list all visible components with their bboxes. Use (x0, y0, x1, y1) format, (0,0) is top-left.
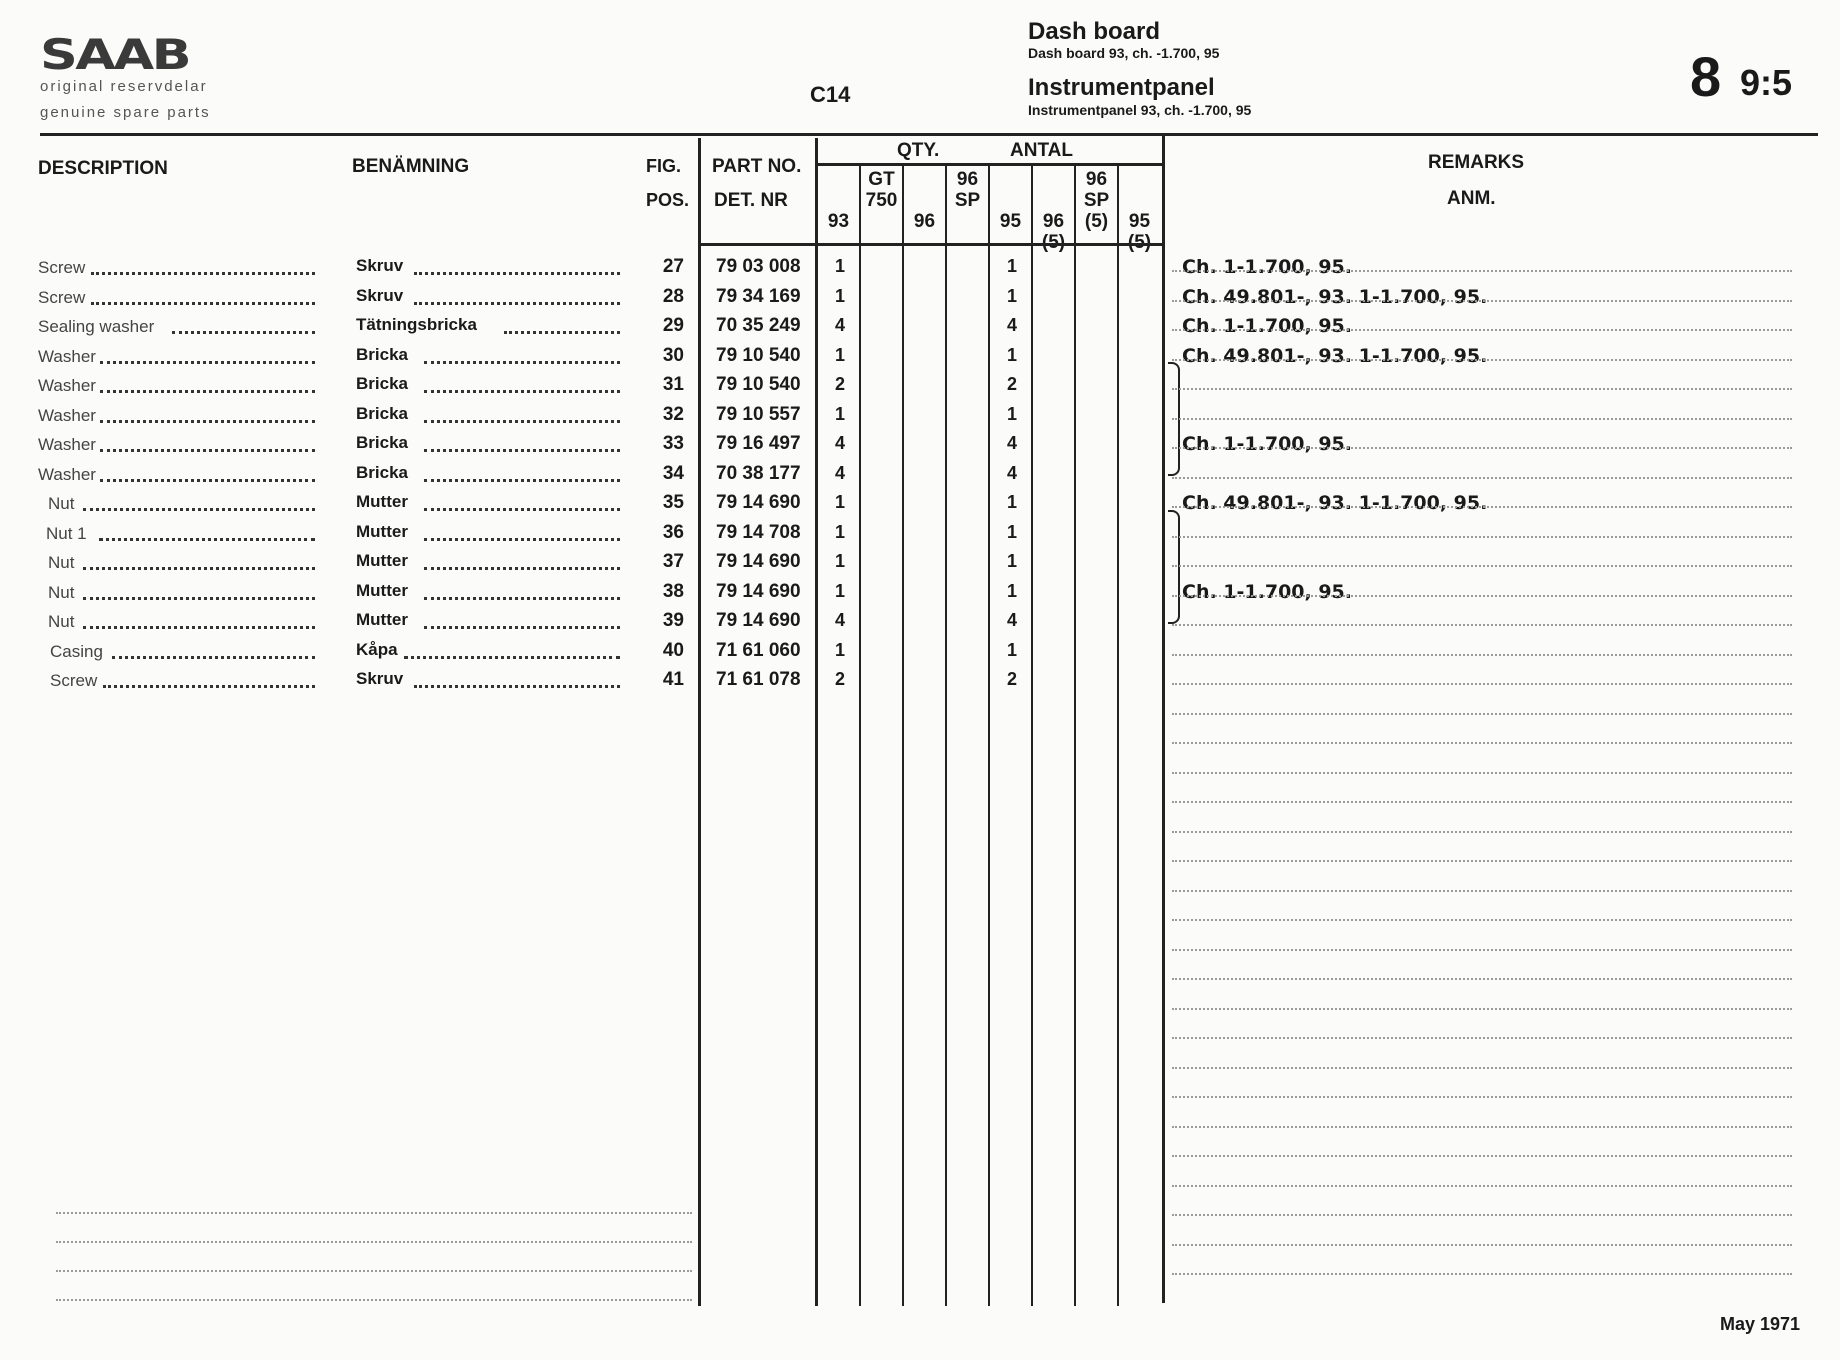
leader-dots (424, 567, 620, 570)
part-number: 79 34 169 (716, 286, 801, 307)
remark-rule (1172, 772, 1792, 774)
remark-rule (1172, 536, 1792, 538)
remark-rule (1172, 1037, 1792, 1039)
qty-95: 1 (1006, 286, 1017, 306)
qty-95: 4 (1006, 433, 1017, 453)
leader-dots (424, 361, 620, 364)
part-description: Washer (38, 406, 96, 425)
blank-entry-rule (56, 1212, 692, 1214)
col-description: DESCRIPTION (38, 158, 168, 179)
part-benamning: Bricka (356, 463, 408, 482)
part-benamning: Mutter (356, 522, 408, 541)
qty-col-rule (1117, 166, 1119, 1306)
title-english: Dash board (1028, 18, 1161, 45)
remark-text: Ch. 1-1.700, 95. (1182, 433, 1352, 455)
rule-part-right (815, 138, 818, 1306)
subtitle-english: Dash board 93, ch. -1.700, 95 (1028, 45, 1220, 61)
fig-position: 33 (662, 433, 684, 454)
part-description: Screw (38, 258, 86, 277)
fig-position: 28 (662, 286, 684, 307)
remark-text: Ch. 49.801-, 93. 1-1.700, 95. (1182, 286, 1488, 308)
rule-header-bottom (698, 243, 1162, 246)
remark-rule (1172, 742, 1792, 744)
remark-rule (1172, 949, 1792, 951)
leader-dots (424, 626, 620, 629)
leader-dots (504, 331, 620, 334)
part-description: Screw (38, 288, 86, 307)
qty-col-header-top: GT (868, 169, 895, 190)
fig-position: 35 (662, 492, 684, 513)
remark-text: Ch. 1-1.700, 95. (1182, 315, 1352, 337)
part-number: 79 03 008 (716, 256, 801, 277)
col-part-no: PART NO. (712, 156, 802, 177)
qty-col-header-top (1118, 191, 1161, 212)
qty-93: 4 (834, 315, 845, 335)
leader-dots (100, 361, 315, 364)
part-benamning: Mutter (356, 581, 408, 600)
qty-col-header-top: 96 (1085, 169, 1108, 190)
remark-rule (1172, 831, 1792, 833)
qty-95: 4 (1006, 463, 1017, 483)
qty-93: 4 (834, 433, 845, 453)
leader-dots (414, 302, 620, 305)
qty-93: 4 (834, 463, 845, 483)
qty-93: 1 (834, 522, 845, 542)
leader-dots (424, 390, 620, 393)
remark-rule (1172, 300, 1792, 302)
remark-rule (1172, 477, 1792, 479)
remark-rule (1172, 1273, 1792, 1275)
qty-95: 1 (1006, 345, 1017, 365)
col-remarks: REMARKS (1428, 152, 1525, 173)
qty-93: 1 (834, 404, 845, 424)
leader-dots (91, 302, 315, 305)
part-number: 79 14 690 (716, 610, 801, 631)
qty-col-header-bottom: SP (1083, 190, 1110, 211)
fig-position: 30 (662, 345, 684, 366)
page-subnumber: 9:5 (1740, 62, 1793, 103)
remark-brace-group-2 (1168, 510, 1180, 624)
remark-rule (1172, 1244, 1792, 1246)
remark-rule (1172, 1067, 1792, 1069)
qty-col-rule (945, 166, 947, 1306)
part-number: 79 10 540 (716, 345, 801, 366)
col-qty: QTY. (897, 140, 940, 161)
qty-col-header-3 (946, 170, 989, 233)
part-description: Washer (38, 435, 96, 454)
remark-rule (1172, 683, 1792, 685)
fig-position: 41 (662, 669, 684, 690)
part-benamning: Kåpa (356, 640, 398, 659)
part-description: Casing (50, 642, 103, 661)
leader-dots (414, 272, 620, 275)
qty-col-header-top (989, 191, 1032, 212)
qty-93: 1 (834, 551, 845, 571)
qty-col-rule (1074, 166, 1076, 1306)
leader-dots (83, 508, 315, 511)
leader-dots (100, 390, 315, 393)
col-det-nr: DET. NR (714, 190, 788, 211)
remark-rule (1172, 890, 1792, 892)
page-number: 8 (1690, 45, 1722, 108)
part-benamning: Skruv (356, 256, 404, 275)
qty-95: 4 (1006, 315, 1017, 335)
qty-95: 1 (1006, 581, 1017, 601)
part-number: 70 38 177 (716, 463, 801, 484)
remark-rule (1172, 1185, 1792, 1187)
part-number: 70 35 249 (716, 315, 801, 336)
part-number: 79 14 708 (716, 522, 801, 543)
qty-col-header-bottom: 96 (1042, 211, 1065, 232)
leader-dots (100, 479, 315, 482)
leader-dots (424, 420, 620, 423)
qty-95: 1 (1006, 492, 1017, 512)
fig-position: 39 (662, 610, 684, 631)
remark-text: Ch. 1-1.700, 95. (1182, 581, 1352, 603)
part-description: Screw (50, 671, 98, 690)
qty-93: 1 (834, 286, 845, 306)
leader-dots (99, 538, 315, 541)
remark-rule (1172, 1155, 1792, 1157)
fig-position: 32 (662, 404, 684, 425)
remark-rule (1172, 713, 1792, 715)
fig-position: 40 (662, 640, 684, 661)
qty-col-header-bottom: 95 (1128, 211, 1151, 232)
fig-position: 37 (662, 551, 684, 572)
remark-rule (1172, 359, 1792, 361)
part-number: 79 14 690 (716, 492, 801, 513)
qty-95: 2 (1006, 374, 1017, 394)
col-fig: FIG. (646, 156, 681, 176)
qty-col-rule (859, 166, 861, 1306)
remark-rule (1172, 1008, 1792, 1010)
section-code: C14 (810, 82, 851, 107)
qty-95: 1 (1006, 404, 1017, 424)
qty-col-header-extra: (5) (1084, 211, 1109, 232)
part-description: Washer (38, 376, 96, 395)
qty-95: 1 (1006, 640, 1017, 660)
qty-col-rule (902, 166, 904, 1306)
part-benamning: Mutter (356, 492, 408, 511)
qty-93: 1 (834, 256, 845, 276)
part-number: 79 10 557 (716, 404, 801, 425)
leader-dots (83, 567, 315, 570)
leader-dots (424, 538, 620, 541)
remark-text: Ch. 1-1.700, 95. (1182, 256, 1352, 278)
col-pos: POS. (646, 190, 690, 210)
leader-dots (414, 685, 620, 688)
part-benamning: Bricka (356, 433, 408, 452)
leader-dots (100, 449, 315, 452)
remark-rule (1172, 978, 1792, 980)
qty-95: 2 (1006, 669, 1017, 689)
fig-position: 36 (662, 522, 684, 543)
col-benamning: BENÄMNING (352, 156, 470, 177)
qty-col-header-6 (1075, 170, 1118, 233)
subtitle-swedish: Instrumentpanel 93, ch. -1.700, 95 (1028, 102, 1252, 118)
saab-logo: SAAB (40, 30, 190, 79)
leader-dots (103, 685, 315, 688)
part-description: Sealing washer (38, 317, 155, 336)
leader-dots (83, 626, 315, 629)
part-number: 79 10 540 (716, 374, 801, 395)
tagline-original: original reservdelar (40, 78, 208, 95)
part-benamning: Tätningsbricka (356, 315, 477, 334)
fig-position: 29 (662, 315, 684, 336)
blank-entry-rule (56, 1270, 692, 1272)
remark-rule (1172, 595, 1792, 597)
part-benamning: Mutter (356, 610, 408, 629)
col-antal: ANTAL (1010, 140, 1073, 161)
part-description: Washer (38, 465, 96, 484)
qty-93: 1 (834, 345, 845, 365)
qty-col-header-top (1032, 191, 1075, 212)
part-number: 79 14 690 (716, 551, 801, 572)
tagline-genuine: genuine spare parts (40, 104, 211, 121)
fig-position: 38 (662, 581, 684, 602)
remark-rule (1172, 1214, 1792, 1216)
part-number: 71 61 060 (716, 640, 801, 661)
qty-col-header-top (903, 191, 946, 212)
leader-dots (424, 449, 620, 452)
leader-dots (172, 331, 315, 334)
remark-rule (1172, 418, 1792, 420)
remark-rule (1172, 801, 1792, 803)
qty-col-header-bottom: 96 (913, 211, 936, 232)
qty-col-header-bottom: 750 (865, 190, 898, 211)
rule-remarks-left (1162, 135, 1165, 1303)
qty-col-header-top: 96 (956, 169, 979, 190)
remark-rule (1172, 270, 1792, 272)
part-description: Nut (48, 494, 75, 513)
part-benamning: Skruv (356, 286, 404, 305)
leader-dots (404, 656, 620, 659)
qty-95: 4 (1006, 610, 1017, 630)
remark-rule (1172, 1096, 1792, 1098)
remark-text: Ch. 49.801-, 93. 1-1.700, 95. (1182, 345, 1488, 367)
qty-93: 1 (834, 492, 845, 512)
qty-95: 1 (1006, 522, 1017, 542)
qty-col-header-extra (860, 212, 903, 233)
fig-position: 31 (662, 374, 684, 395)
qty-93: 2 (834, 669, 845, 689)
part-benamning: Bricka (356, 404, 408, 423)
qty-93: 1 (834, 581, 845, 601)
part-benamning: Bricka (356, 345, 408, 364)
leader-dots (91, 272, 315, 275)
remark-rule (1172, 860, 1792, 862)
rule-part-left (698, 138, 701, 1306)
qty-95: 1 (1006, 256, 1017, 276)
remark-rule (1172, 1126, 1792, 1128)
part-benamning: Skruv (356, 669, 404, 688)
qty-95: 1 (1006, 551, 1017, 571)
fig-position: 27 (662, 256, 684, 277)
qty-col-rule (988, 166, 990, 1306)
remark-rule (1172, 919, 1792, 921)
part-description: Nut 1 (46, 524, 87, 543)
part-benamning: Mutter (356, 551, 408, 570)
remark-rule (1172, 329, 1792, 331)
part-number: 79 14 690 (716, 581, 801, 602)
issue-date: May 1971 (1720, 1314, 1801, 1334)
col-anm: ANM. (1447, 188, 1496, 209)
qty-col-rule (1031, 166, 1033, 1306)
qty-93: 1 (834, 640, 845, 660)
part-description: Nut (48, 553, 75, 572)
qty-col-header-bottom: 93 (827, 211, 850, 232)
remark-rule (1172, 447, 1792, 449)
qty-93: 4 (834, 610, 845, 630)
header-rule (40, 133, 1818, 136)
fig-position: 34 (662, 463, 684, 484)
remark-rule (1172, 654, 1792, 656)
remark-rule (1172, 565, 1792, 567)
remark-rule (1172, 624, 1792, 626)
leader-dots (424, 597, 620, 600)
leader-dots (112, 656, 315, 659)
leader-dots (424, 479, 620, 482)
qty-col-header-extra (946, 212, 989, 233)
qty-93: 2 (834, 374, 845, 394)
title-swedish: Instrumentpanel (1028, 74, 1215, 101)
leader-dots (100, 420, 315, 423)
blank-entry-rule (56, 1299, 692, 1301)
leader-dots (83, 597, 315, 600)
part-description: Nut (48, 583, 75, 602)
remark-text: Ch. 49.801-, 93. 1-1.700, 95. (1182, 492, 1488, 514)
qty-col-header-bottom: SP (954, 190, 981, 211)
part-number: 79 16 497 (716, 433, 801, 454)
remark-rule (1172, 388, 1792, 390)
blank-entry-rule (56, 1241, 692, 1243)
qty-col-header-bottom: 95 (999, 211, 1022, 232)
part-benamning: Bricka (356, 374, 408, 393)
part-number: 71 61 078 (716, 669, 801, 690)
qty-col-header-1 (860, 170, 903, 233)
part-description: Nut (48, 612, 75, 631)
remark-rule (1172, 506, 1792, 508)
qty-col-header-top (817, 191, 860, 212)
part-description: Washer (38, 347, 96, 366)
leader-dots (424, 508, 620, 511)
